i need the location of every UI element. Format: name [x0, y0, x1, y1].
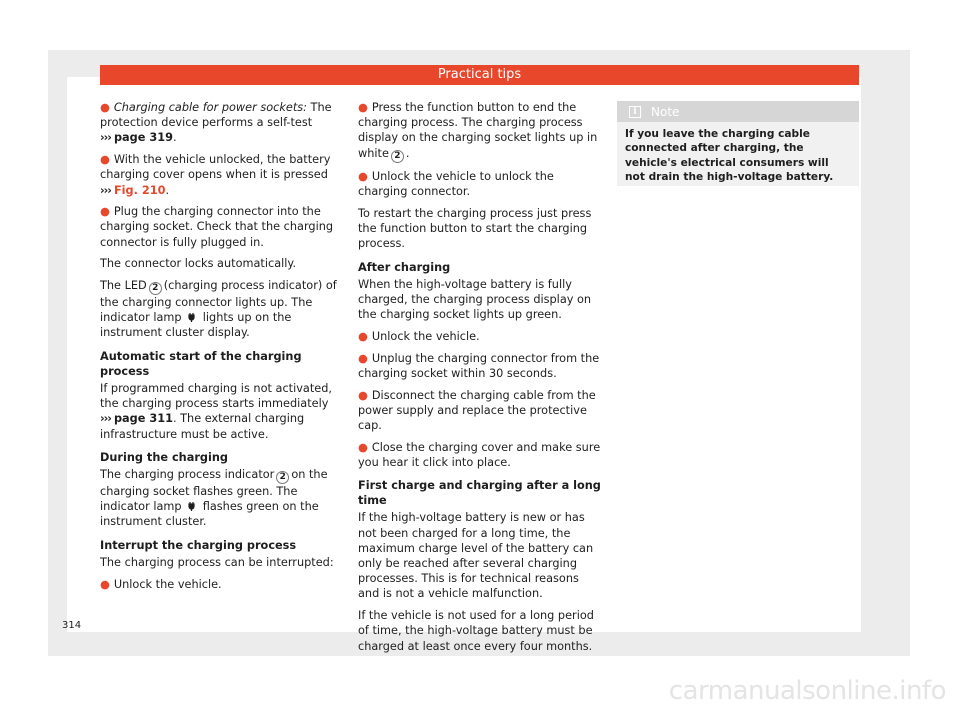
paragraph: If programmed charging is not activated, the charging process starts immediately ››› page 311. The external charging infrastructure must be active.	[100, 382, 332, 441]
bullet-icon: ●	[358, 351, 368, 365]
note-text: If you leave the charging cable connected after charging, the vehicle's electrical consumers will not drain the high-voltage battery.	[625, 128, 834, 183]
reference-arrows-icon: ›››	[100, 183, 111, 197]
section-heading: During the charging	[100, 450, 228, 464]
reference-arrows-icon: ›››	[100, 412, 111, 426]
bullet-icon: ●	[358, 170, 368, 184]
left-column	[100, 100, 342, 598]
bullet-icon: ●	[358, 329, 368, 343]
number-circle-icon: 2	[391, 150, 404, 163]
list-item: ● With the vehicle unlocked, the battery charging cover opens when it is pressed ››› Fig. 210.	[100, 153, 331, 197]
bullet-icon: ●	[100, 153, 110, 167]
list-item: ● Unplug the charging connector from the charging socket within 30 seconds.	[358, 351, 600, 380]
note-title: Note	[651, 104, 680, 119]
list-item: ● Charging cable for power sockets: The protection device performs a self-test ››› page 319.	[100, 101, 332, 145]
paragraph: When the high-voltage battery is fully charged, the charging process display on the charging socket lights up green.	[358, 277, 592, 322]
paragraph: To restart the charging process just press the function button to start the charging process.	[358, 207, 592, 251]
bullet-icon: ●	[100, 101, 110, 114]
page-reference-link[interactable]: page 319	[113, 131, 173, 145]
paragraph: The charging process indicator 2 on the charging socket flashes green. The indicator lamp flashes green on the instrument cluster.	[100, 468, 328, 529]
page-number: 314	[62, 620, 82, 631]
section-heading: First charge and charging after a long time	[358, 479, 601, 508]
bullet-icon: ●	[100, 205, 110, 219]
list-item: ● Press the function button to end the charging process. The charging process display on the charging socket lights up in white 2 .	[358, 101, 598, 161]
section-heading: Automatic start of the charging process	[100, 349, 302, 378]
list-item: ● Unlock the vehicle.	[100, 577, 222, 591]
figure-reference-link[interactable]: Fig. 210	[113, 183, 166, 197]
charging-plug-icon	[187, 501, 197, 511]
paragraph: The LED 2 (charging process indicator) of the charging connector lights up. The indicator lamp lights up on the instrument cluster display.	[100, 279, 337, 340]
list-item: ● Close the charging cover and make sure you hear it click into place.	[358, 440, 601, 469]
list-item: ● Unlock the vehicle.	[358, 329, 480, 343]
number-circle-icon: 2	[149, 282, 162, 295]
list-item: ● Unlock the vehicle to unlock the charging connector.	[358, 170, 554, 199]
info-icon: i	[629, 106, 641, 118]
bullet-icon: ●	[358, 388, 368, 402]
charging-plug-icon	[187, 312, 197, 322]
paragraph: If the high-voltage battery is new or has not been charged for a long time, the maximum charge level of the battery can only be reached after several charging processes. This is for technical reasons and is not a vehicle malfunction.	[358, 511, 594, 601]
number-circle-icon: 2	[276, 471, 289, 484]
list-item: ● Disconnect the charging cable from the power supply and replace the protective cap.	[358, 388, 596, 432]
section-header: Practical tips	[100, 65, 859, 85]
paragraph: The connector locks automatically.	[100, 257, 297, 271]
section-heading: Interrupt the charging process	[100, 538, 297, 552]
section-heading: After charging	[358, 260, 451, 274]
bullet-lead: Charging cable for power sockets:	[113, 101, 307, 114]
paragraph: The charging process can be interrupted:	[100, 555, 334, 569]
list-item: ● Plug the charging connector into the charging socket. Check that the charging connector is fully plugged in.	[100, 205, 334, 249]
bullet-icon: ●	[100, 577, 110, 591]
bullet-icon: ●	[358, 440, 368, 454]
reference-arrows-icon: ›››	[100, 131, 111, 145]
middle-column	[358, 100, 602, 660]
note-header	[617, 101, 859, 122]
watermark-text: carmanualsonline.info	[668, 676, 946, 706]
paragraph: If the vehicle is not used for a long period of time, the high-voltage battery must be charged at least once every four months.	[358, 609, 594, 653]
note-box	[617, 101, 859, 186]
page-reference-link[interactable]: page 311	[113, 412, 173, 426]
bullet-icon: ●	[358, 101, 368, 114]
